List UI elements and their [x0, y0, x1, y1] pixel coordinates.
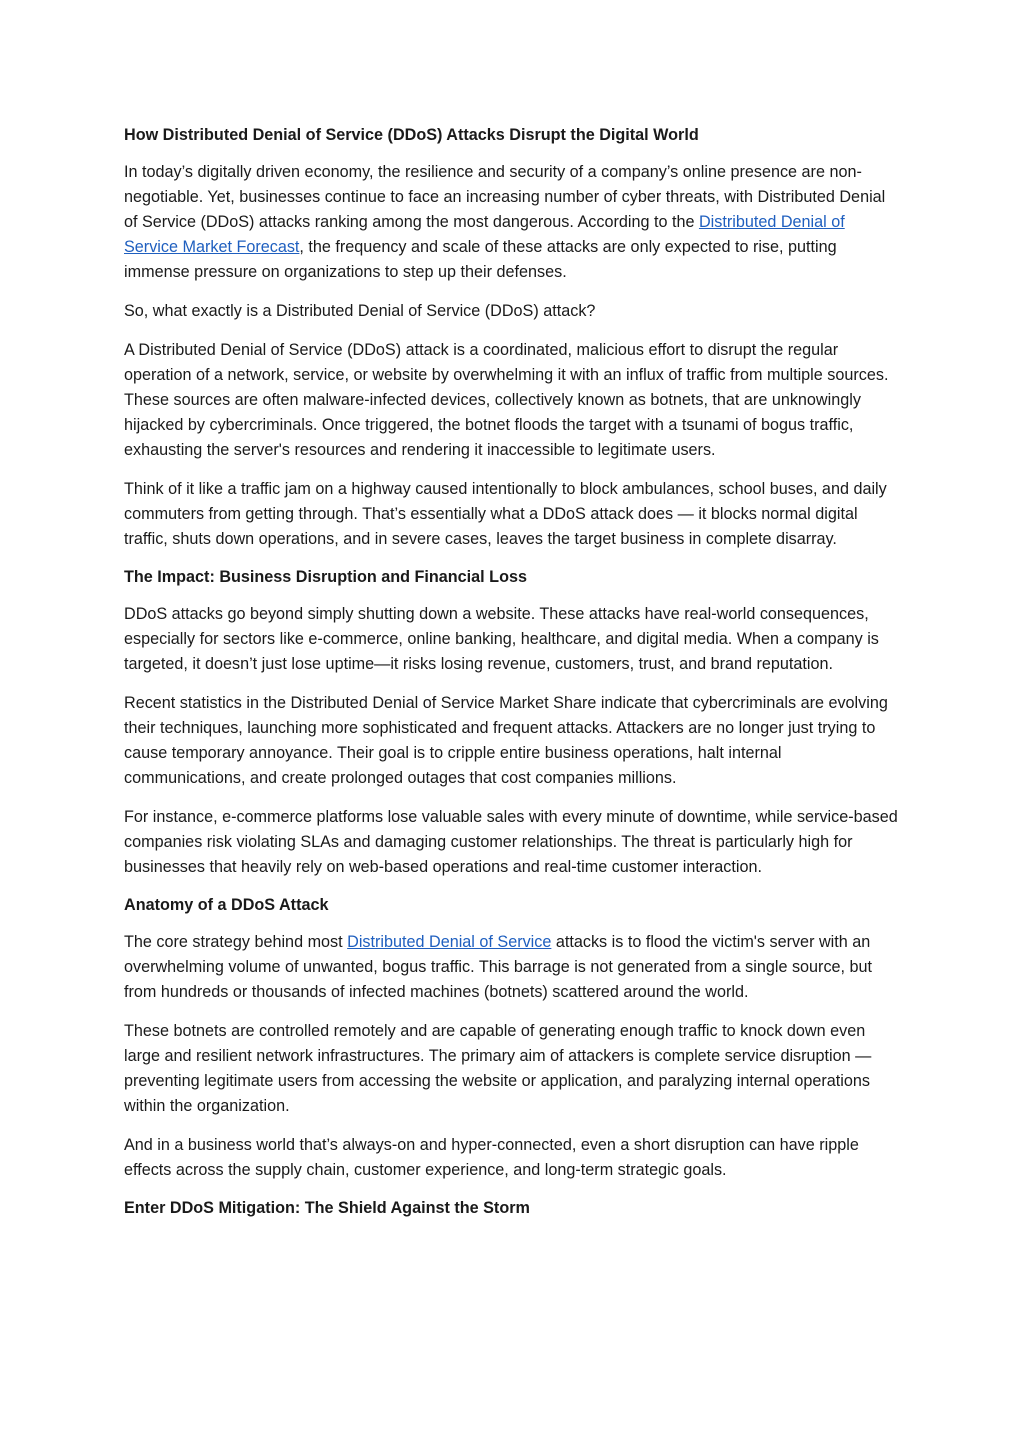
anatomy-paragraph-2: These botnets are controlled remotely and are capable of generating enough traffic to knock down even large and resilient network infrastructures. The primary aim of attackers is complete service disruption — preventing legitimate users from accessing the website or application, and paralyzing internal operations within the organization. — [124, 1022, 872, 1115]
anatomy-paragraph-1 — [124, 930, 903, 1005]
intro-paragraph — [124, 160, 903, 285]
market-forecast-link[interactable]: Distributed Denial of Service Market Forecast — [124, 213, 845, 256]
question-paragraph: So, what exactly is a Distributed Denial of Service (DDoS) attack? — [124, 302, 596, 320]
analogy-paragraph: Think of it like a traffic jam on a highway caused intentionally to block ambulances, school buses, and daily commuters from getting through. That’s essentially what a DDoS attack does — it blocks normal digital traffic, shuts down operations, and in severe cases, leaves the target business in complete disarray. — [124, 480, 887, 548]
document-title: How Distributed Denial of Service (DDoS) Attacks Disrupt the Digital World — [124, 126, 699, 144]
anatomy-heading: Anatomy of a DDoS Attack — [124, 896, 329, 914]
impact-paragraph-1: DDoS attacks go beyond simply shutting down a website. These attacks have real-world consequences, especially for sectors like e-commerce, online banking, healthcare, and digital media. When a company is targeted, it doesn’t just lose uptime—it risks losing revenue, customers, trust, and brand reputation. — [124, 605, 879, 673]
intro-text-end: , the frequency and scale of these attacks are only expected to rise, putting immense pressure on organizations to step up their defenses. — [124, 238, 837, 281]
mitigation-heading: Enter DDoS Mitigation: The Shield Against the Storm — [124, 1199, 530, 1217]
intro-text-start: In today’s digitally driven economy, the resilience and security of a company’s online presence are non-negotiable. Yet, businesses continue to face an increasing number of cyber threats, with Distributed Denial of Service (DDoS) attacks ranking among the most dangerous. According to the — [124, 163, 886, 231]
impact-heading: The Impact: Business Disruption and Financial Loss — [124, 568, 527, 586]
definition-paragraph: A Distributed Denial of Service (DDoS) attack is a coordinated, malicious effort to disrupt the regular operation of a network, service, or website by overwhelming it with an influx of traffic from multiple sources. These sources are often malware-infected devices, collectively known as botnets, that are unknowingly hijacked by cybercriminals. Once triggered, the botnet floods the target with a tsunami of bogus traffic, exhausting the server's resources and rendering it inaccessible to legitimate users. — [124, 341, 889, 459]
anatomy-text-start: The core strategy behind most — [124, 933, 348, 951]
anatomy-paragraph-3: And in a business world that’s always-on and hyper-connected, even a short disruption can have ripple effects across the supply chain, customer experience, and long-term strategic goals. — [124, 1136, 859, 1179]
ddos-link[interactable]: Distributed Denial of Service — [347, 933, 552, 951]
anatomy-text-end: attacks is to flood the victim's server with an overwhelming volume of unwanted, bogus traffic. This barrage is not generated from a single source, but from hundreds or thousands of infected machines (botnets) scattered around the world. — [124, 933, 873, 1001]
impact-paragraph-3: For instance, e-commerce platforms lose valuable sales with every minute of downtime, while service-based companies risk violating SLAs and damaging customer relationships. The threat is particularly high for businesses that heavily rely on web-based operations and real-time customer interaction. — [124, 808, 898, 876]
impact-paragraph-2: Recent statistics in the Distributed Denial of Service Market Share indicate that cybercriminals are evolving their techniques, launching more sophisticated and frequent attacks. Attackers are no longer just trying to cause temporary annoyance. Their goal is to cripple entire business operations, halt internal communications, and create prolonged outages that cost companies millions. — [124, 694, 888, 787]
